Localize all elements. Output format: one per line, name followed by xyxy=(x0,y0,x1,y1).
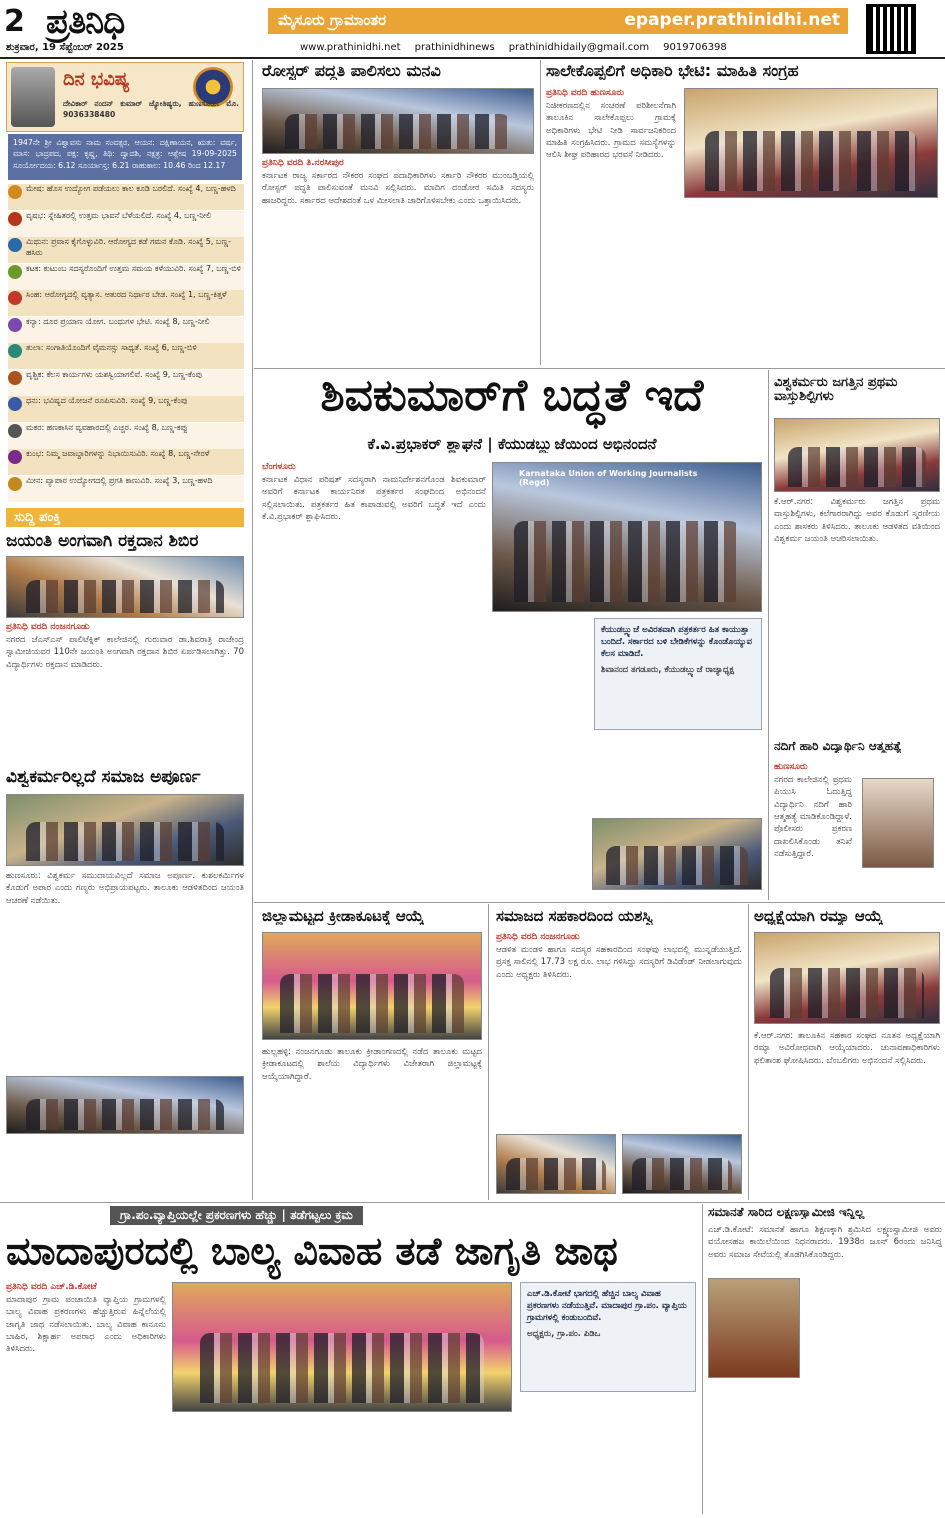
shivakumar-quote xyxy=(594,618,762,730)
horoscope-sign xyxy=(8,317,244,343)
ramya-article xyxy=(754,1030,940,1196)
horoscope-text: ವೃಶ್ಚಿಕ: ಕೆಲಸ ಕಾರ್ಯಗಳು ಯಶಸ್ವಿಯಾಗಲಿವೆ. ಸಂಖ್ಯೆ 9, ಬಣ್ಣ-ಕೆಂಪು xyxy=(26,369,202,379)
ramya-body: ಕೆ.ಆರ್.ನಗರ: ತಾಲೂಕಿನ ಸಹಕಾರ ಸಂಘದ ನೂತನ ಅಧ್ಯಕ್ಷೆಯಾಗಿ ರಮ್ಯಾ ಅವಿರೋಧವಾಗಿ ಆಯ್ಕೆಯಾದರು. ಚುನಾವಣಾಧಿಕಾರಿಗಳು ಫಲಿತಾಂಶ ಘೋಷಿಸಿದರು. ಬೆಂಬಲಿಗರು ಅಭಿನಂದನೆ ಸಲ್ಲಿಸಿದರು. xyxy=(754,1031,940,1066)
column-divider xyxy=(768,370,769,900)
section-divider xyxy=(0,1202,945,1203)
vishwakarma2-headline: ವಿಶ್ವಕರ್ಮರಿಲ್ಲದೆ ಸಮಾಜ ಅಪೂರ್ಣ xyxy=(6,768,201,787)
horoscope-text: ಕಟಕ: ಕುಟುಂಬ ಸದಸ್ಯರೊಂದಿಗೆ ಉತ್ತಮ ಸಮಯ ಕಳೆಯುವಿರಿ. ಸಂಖ್ಯೆ 7, ಬಣ್ಣ-ಬಿಳಿ xyxy=(26,263,242,273)
zodiac-sign-icon xyxy=(8,371,22,385)
column-divider xyxy=(702,1204,703,1514)
astrologer-photo xyxy=(11,67,55,127)
ramya-photo xyxy=(754,932,940,1024)
cooperative-photo-1 xyxy=(496,1134,616,1194)
vishwakarma2-photo xyxy=(6,794,244,866)
edition-name: ಮೈಸೂರು ಗ್ರಾಮಾಂತರ xyxy=(278,11,387,29)
blood-donation-headline: ಜಯಂತಿ ಅಂಗವಾಗಿ ರಕ್ತದಾನ ಶಿಬಿರ xyxy=(6,532,199,551)
roster-headline: ರೋಸ್ಟರ್ ಪದ್ಧತಿ ಪಾಲಿಸಲು ಮನವಿ xyxy=(262,62,441,80)
issue-date: ಶುಕ್ರವಾರ, 19 ಸೆಪ್ಟೆಂಬರ್ 2025 xyxy=(6,41,124,53)
horoscope-sign xyxy=(8,184,244,210)
horoscope-sign xyxy=(8,370,244,396)
cooperative-body: ಆಡಳಿತ ಮಂಡಳಿ ಹಾಗೂ ಸದಸ್ಯರ ಸಹಕಾರದಿಂದ ಸಂಘವು ಲಾಭದಲ್ಲಿ ಮುನ್ನಡೆಯುತ್ತಿದೆ. ಪ್ರಸಕ್ತ ಸಾಲಿನಲ್ಲಿ 17.73 ಲಕ್ಷ ರೂ. ಲಾಭ ಗಳಿಸಿದ್ದು ಸದಸ್ಯರಿಗೆ ಡಿವಿಡೆಂಡ್ ನೀಡಲಾಗುವುದು ಎಂದು ಅಧ್ಯಕ್ಷರು ತಿಳಿಸಿದರು. xyxy=(496,945,742,980)
email-link[interactable]: prathinidhidaily@gmail.com xyxy=(508,41,650,53)
madapura-quote-text: ಎಚ್.ಡಿ.ಕೋಟೆ ಭಾಗದಲ್ಲಿ ಹೆಚ್ಚಿನ ಬಾಲ್ಯ ವಿವಾಹ ಪ್ರಕರಣಗಳು ನಡೆಯುತ್ತಿವೆ. ಮಾದಾಪುರ ಗ್ರಾ.ಪಂ. ವ್ಯಾಪ್ತಿಯ ಗ್ರಾಮಗಳಲ್ಲಿ ಕಂಡುಬಂದಿವೆ. xyxy=(527,1289,687,1323)
horoscope-title: ದಿನ ಭವಿಷ್ಯ xyxy=(63,69,130,90)
horoscope-text: ಮೇಷ: ಹೊಸ ಉದ್ಯೋಗ ಪಡೆಯಲು ಕಾಲ ಕೂಡಿ ಬರಲಿದೆ. ಸಂಖ್ಯೆ 4, ಬಣ್ಣ-ಹಳದಿ xyxy=(26,184,236,193)
cooperative-headline: ಸಮಾಜದ ಸಹಕಾರದಿಂದ ಯಶಸ್ವಿ xyxy=(496,908,654,925)
qr-code-icon xyxy=(866,4,916,54)
website-link[interactable]: www.prathinidhi.net xyxy=(300,41,401,53)
column-divider xyxy=(748,904,749,1200)
phone-number: 9019706398 xyxy=(663,41,727,53)
horoscope-text: ಕುಂಭ: ನಿಮ್ಮ ಜವಾಬ್ದಾರಿಗಳನ್ನು ನಿಭಾಯಿಸುವಿರಿ. ಸಂಖ್ಯೆ 8, ಬಣ್ಣ-ನೇರಳೆ xyxy=(26,449,210,458)
madapura-quote-author: ಅಧ್ಯಕ್ಷರು, ಗ್ರಾ.ಪಂ. ಪಿಡಿಒ xyxy=(527,1328,601,1339)
horoscope-sign xyxy=(8,343,244,369)
info-bar xyxy=(0,38,860,56)
blood-body: ನಗರದ ಜೆಎಸ್ಎಸ್ ಪಾಲಿಟೆಕ್ನಿಕ್ ಕಾಲೇಜಿನಲ್ಲಿ ಗುರುವಾರ ಡಾ.ಶಿವರಾತ್ರಿ ರಾಜೇಂದ್ರ ಸ್ವಾಮೀಜಿಯವರ 110ನೇ ಜಯಂತಿ ಅಂಗವಾಗಿ ರಕ್ತದಾನ ಶಿಬಿರ ಏರ್ಪಡಿಸಲಾಗಿತ್ತು. 70 ವಿದ್ಯಾರ್ಥಿಗಳು ರಕ್ತದಾನ ಮಾಡಿದರು. xyxy=(6,635,244,670)
page-number: 2 xyxy=(4,4,25,39)
panchanga-box: 1947ನೇ ಶ್ರೀ ವಿಶ್ವಾವಸು ನಾಮ ಸಂವತ್ಸರ, ಆಯನ: ದಕ್ಷಿಣಾಯನ, ಋತು: ವರ್ಷ, ಮಾಸ: ಭಾದ್ರಪದ, ಪಕ್ಷ: ಕೃಷ್ಣ, ತಿಥಿ: ದ್ವಾದಶಿ, ನಕ್ಷತ್ರ: ಆಶ್ಲೇಷ 19-09-2025 ಸೂರ್ಯೋದಯ: 6.12 ಸೂರ್ಯಾಸ್ತ: 6.21 ರಾಹುಕಾಲ: 10.46 ರಿಂದ 12.17 xyxy=(8,134,242,180)
column-divider xyxy=(540,60,541,365)
horoscope-text: ವೃಷಭ: ಸ್ನೇಹಿತರಲ್ಲಿ ಉತ್ತಮ ಭಾವನೆ ಬೆಳೆಯಲಿದೆ. ಸಂಖ್ಯೆ 4, ಬಣ್ಣ-ನೀಲಿ xyxy=(26,210,212,220)
suddi-pankti-tab: ಸುದ್ದಿ ಪಂಕ್ತಿ xyxy=(6,508,244,527)
newspaper-logo: ಪ್ರತಿನಿಧಿ xyxy=(46,2,125,42)
zodiac-sign-icon xyxy=(8,397,22,411)
student-body: ನಗರದ ಕಾಲೇಜಿನಲ್ಲಿ ಪ್ರಥಮ ಪಿಯುಸಿ ಓದುತ್ತಿದ್ದ ವಿದ್ಯಾರ್ಥಿನಿ ನದಿಗೆ ಹಾರಿ ಆತ್ಮಹತ್ಯೆ ಮಾಡಿಕೊಂಡಿದ್ದಾಳೆ. ಪೊಲೀಸರು ಪ್ರಕರಣ ದಾಖಲಿಸಿಕೊಂಡು ತನಿಖೆ ನಡೆಸುತ್ತಿದ್ದಾರೆ. xyxy=(774,775,852,859)
sports-headline: ಜಿಲ್ಲಾಮಟ್ಟದ ಕ್ರೀಡಾಕೂಟಕ್ಕೆ ಆಯ್ಕೆ xyxy=(262,908,424,925)
horoscope-text: ಸಿಂಹ: ಆರೋಗ್ಯದಲ್ಲಿ ವ್ಯತ್ಯಾಸ. ಆತುರದ ನಿರ್ಧಾರ ಬೇಡ. ಸಂಖ್ಯೆ 1, ಬಣ್ಣ-ಕಿತ್ತಳೆ xyxy=(26,290,227,299)
union-banner: Karnataka Union of Working Journalists (Regd) xyxy=(519,469,698,487)
roster-photo xyxy=(262,88,534,154)
shivakumar-article xyxy=(262,462,486,882)
horoscope-sign xyxy=(8,396,244,422)
section-divider xyxy=(254,902,945,903)
salekoppalu-headline: ಸಾಲೇಕೊಪ್ಪಲಿಗೆ ಅಧಿಕಾರಿ ಭೇಟಿ: ಮಾಹಿತಿ ಸಂಗ್ರಹ xyxy=(546,62,799,80)
horoscope-text: ಮೀನ: ವ್ಯಾಪಾರ ಉದ್ಯೋಗದಲ್ಲಿ ಪ್ರಗತಿ ಕಾಣುವಿರಿ. ಸಂಖ್ಯೆ 3, ಬಣ್ಣ-ಹಳದಿ xyxy=(26,475,213,485)
salekoppalu-body: ನಿಜೀಕರಣದಲ್ಲಿನ ಸಂಚರಣೆ ಪರಿಶೀಲನೆಗಾಗಿ ತಾಲೂಕಿನ ಸಾಲೇಕೊಪ್ಪಲು ಗ್ರಾಮಕ್ಕೆ ಅಧಿಕಾರಿಗಳು ಭೇಟಿ ನೀಡಿ ಸಾರ್ವಜನಿಕರಿಂದ ಮಾಹಿತಿ ಸಂಗ್ರಹಿಸಿದರು. ಗ್ರಾಮದ ಸಮಸ್ಯೆಗಳನ್ನು ಆಲಿಸಿ ಶೀಘ್ರ ಪರಿಹಾರದ ಭರವಸೆ ನೀಡಿದರು. xyxy=(546,101,676,161)
vishwakarma1-body: ಕೆ.ಆರ್.ನಗರ: ವಿಶ್ವಕರ್ಮರು ಜಗತ್ತಿನ ಪ್ರಥಮ ವಾಸ್ತುಶಿಲ್ಪಿಗಳು, ಕಲೆಗಾರರಾಗಿದ್ದು ಅವರ ಕೊಡುಗೆ ಸ್ಮರಣೀಯ ಎಂದು ಶಾಸಕರು ತಿಳಿಸಿದರು. ತಾಲೂಕು ಆಡಳಿತದ ವತಿಯಿಂದ ವಿಶ್ವಕರ್ಮ ಜಯಂತಿ ಆಚರಿಸಲಾಯಿತು. xyxy=(774,497,940,544)
blood-donation-photo xyxy=(6,556,244,618)
salekoppalu-byline: ಪ್ರತಿನಿಧಿ ವರದಿ ಹುಣಸೂರು xyxy=(546,88,624,98)
horoscope-sign xyxy=(8,211,244,237)
blood-byline: ಪ್ರತಿನಿಧಿ ವರದಿ ನಂಜನಗೂಡು xyxy=(6,622,90,632)
student-headline: ನದಿಗೆ ಹಾರಿ ವಿದ್ಯಾರ್ಥಿನಿ ಆತ್ಮಹತ್ಯೆ xyxy=(774,740,902,753)
shivakumar-headline: ಶಿವಕುಮಾರ್‌ಗೆ ಬದ್ಧತೆ ಇದೆ xyxy=(320,370,704,421)
shivakumar-quote-text: ಕೆಯುಡಬ್ಲ್ಯುಜೆ ಅವಿರತವಾಗಿ ಪತ್ರಕರ್ತರ ಹಿತ ಕಾಯುತ್ತಾ ಬಂದಿದೆ. ಸರ್ಕಾರದ ಬಳಿ ಬೇಡಿಕೆಗಳನ್ನು ಕೊಂಡೊಯ್ಯುವ ಕೆಲಸ ಮಾಡಿದೆ. xyxy=(601,625,752,659)
student-byline: ಹುಣಸೂರು xyxy=(774,762,808,772)
shivakumar-subhead: ಕೆ.ವಿ.ಪ್ರಭಾಕರ್ ಶ್ಲಾಘನೆ | ಕೆಯುಡಬ್ಲ್ಯುಜೆಯಿಂದ ಅಭಿನಂದನೆ xyxy=(367,436,657,453)
blood-donation-article xyxy=(6,622,244,762)
salekoppalu-article xyxy=(546,88,676,364)
shivakumar-stage-photo xyxy=(492,462,762,612)
vishwakarma1-photo xyxy=(774,418,940,492)
sports-article xyxy=(262,1046,482,1196)
zodiac-sign-icon xyxy=(8,291,22,305)
cooperative-article xyxy=(496,932,742,1088)
ramya-headline: ಅಧ್ಯಕ್ಷೆಯಾಗಿ ರಮ್ಯಾ ಆಯ್ಕೆ xyxy=(754,908,883,925)
horoscope-text: ಧನು: ಭವಿಷ್ಯದ ಯೋಜನೆ ರೂಪಿಸುವಿರಿ. ಸಂಖ್ಯೆ 9, ಬಣ್ಣ-ಕೆಂಪು xyxy=(26,396,188,405)
horoscope-header xyxy=(6,62,244,132)
roster-article xyxy=(262,158,534,368)
zodiac-sign-icon xyxy=(8,424,22,438)
zodiac-sign-icon xyxy=(8,265,22,279)
madapura-byline: ಪ್ರತಿನಿಧಿ ವರದಿ ಎಚ್.ಡಿ.ಕೋಟೆ xyxy=(6,1282,97,1292)
column-divider xyxy=(252,60,253,1200)
swamiji-article xyxy=(708,1224,942,1514)
swamiji-headline: ಸಮಾನತೆ ಸಾರಿದ ಲಕ್ಷ್ಮಣಸ್ವಾಮೀಜಿ ಇನ್ನಿಲ್ಲ xyxy=(708,1206,865,1219)
horoscope-text: ಮಿಥುನ: ಪ್ರವಾಸ ಕೈಗೊಳ್ಳುವಿರಿ. ಆರೋಗ್ಯದ ಕಡೆ ಗಮನ ಕೊಡಿ. ಸಂಖ್ಯೆ 5, ಬಣ್ಣ-ಹಸಿರು xyxy=(26,237,232,257)
horoscope-text: ಕನ್ಯಾ: ದೂರ ಪ್ರಯಾಣ ಯೋಗ. ಬಂಧುಗಳ ಭೇಟಿ. ಸಂಖ್ಯೆ 8, ಬಣ್ಣ-ನೀಲಿ xyxy=(26,316,210,326)
shivakumar-group-photo xyxy=(592,818,762,890)
horoscope-text: ಮಕರ: ಹಣಕಾಸಿನ ವ್ಯವಹಾರದಲ್ಲಿ ಎಚ್ಚರ. ಸಂಖ್ಯೆ 8, ಬಣ್ಣ-ಕಪ್ಪು xyxy=(26,422,188,432)
zodiac-sign-icon xyxy=(8,185,22,199)
roster-byline: ಪ್ರತಿನಿಧಿ ವರದಿ ತಿ.ನರಸೀಪುರ xyxy=(262,158,344,168)
shivakumar-byline: ಬೆಂಗಳೂರು xyxy=(262,462,296,472)
horoscope-sign xyxy=(8,290,244,316)
horoscope-sign xyxy=(8,449,244,475)
edition-bar xyxy=(268,8,848,34)
roster-body: ಕರ್ನಾಟಕ ರಾಜ್ಯ ಸರ್ಕಾರದ ನೌಕರರ ಸಂಘದ ಪದಾಧಿಕಾರಿಗಳು ಸರ್ಕಾರಿ ನೌಕರರ ಮುಂಬಡ್ತಿಯಲ್ಲಿ ರೋಸ್ಟರ್ ಪದ್ಧತಿ ಪಾಲಿಸುವಂತೆ ಮನವಿ ಸಲ್ಲಿಸಿದರು. ಮಾದಿಗ ದಂಡೋರ ಸಮಿತಿ ಸದಸ್ಯರು ಹಾಜರಿದ್ದರು. ಸರ್ಕಾರದ ಆದೇಶದಂತೆ ಒಳ ಮೀಸಲಾತಿ ಜಾರಿಗೊಳಿಸಬೇಕು ಎಂದು ಒತ್ತಾಯಿಸಿದರು. xyxy=(262,171,534,206)
horoscope-sign xyxy=(8,237,244,263)
masthead xyxy=(0,0,945,58)
swamiji-body: ಎಚ್.ಡಿ.ಕೋಟೆ: ಸಮಾನತೆ ಹಾಗೂ ಶಿಕ್ಷಣಕ್ಕಾಗಿ ಶ್ರಮಿಸಿದ ಲಕ್ಷ್ಮಣಸ್ವಾಮೀಜಿ ಅವರು ವಯೋಸಹಜ ಕಾಯಿಲೆಯಿಂದ ನಿಧನರಾದರು. 1938ರ ಜೂನ್ 6ರಂದು ಜನಿಸಿದ್ದ ಅವರು ಸಮಾಜ ಸೇವೆಯಲ್ಲಿ ತೊಡಗಿಸಿಕೊಂಡಿದ್ದರು. xyxy=(708,1225,942,1260)
madapura-quote xyxy=(520,1282,696,1392)
masthead-rule xyxy=(0,57,945,59)
madapura-body: ಮಾದಾಪುರ ಗ್ರಾಮ ಪಂಚಾಯಿತಿ ವ್ಯಾಪ್ತಿಯ ಗ್ರಾಮಗಳಲ್ಲಿ ಬಾಲ್ಯ ವಿವಾಹ ಪ್ರಕರಣಗಳು ಹೆಚ್ಚುತ್ತಿರುವ ಹಿನ್ನೆಲೆಯಲ್ಲಿ ಜಾಗೃತಿ ಜಾಥ ನಡೆಸಲಾಯಿತು. ಬಾಲ್ಯ ವಿವಾಹ ಕಾನೂನು ಬಾಹಿರ, ಶಿಕ್ಷಾರ್ಹ ಅಪರಾಧ ಎಂದು ಅಧಿಕಾರಿಗಳು ತಿಳಿಸಿದರು. xyxy=(6,1295,166,1355)
madapura-article xyxy=(6,1282,166,1512)
cooperative-byline: ಪ್ರತಿನಿಧಿ ವರದಿ ನಂಜನಗೂಡು xyxy=(496,932,580,942)
zodiac-sign-icon xyxy=(8,212,22,226)
zodiac-sign-icon xyxy=(8,318,22,332)
sports-body: ಹುಲ್ಲಹಳ್ಳಿ: ನಂಜನಗೂಡು ತಾಲೂಕು ಕ್ರೀಡಾಂಗಣದಲ್ಲಿ ನಡೆದ ತಾಲೂಕು ಮಟ್ಟದ ಕ್ರೀಡಾಕೂಟದಲ್ಲಿ ಶಾಲೆಯ ವಿದ್ಯಾರ್ಥಿಗಳು ವಿಜೇತರಾಗಿ ಜಿಲ್ಲಾಮಟ್ಟಕ್ಕೆ ಆಯ್ಕೆಯಾಗಿದ್ದಾರೆ. xyxy=(262,1047,482,1082)
madapura-kicker: ಗ್ರಾ.ಪಂ.ವ್ಯಾಪ್ತಿಯಲ್ಲೇ ಪ್ರಕರಣಗಳು ಹೆಚ್ಚು | ತಡೆಗಟ್ಟಲು ಕ್ರಮ xyxy=(110,1206,363,1225)
madapura-photo xyxy=(172,1282,512,1412)
vishwakarma2-photo-2 xyxy=(6,1076,244,1134)
vishwakarma1-headline: ವಿಶ್ವಕರ್ಮರು ಜಗತ್ತಿನ ಪ್ರಥಮ ವಾಸ್ತುಶಿಲ್ಪಿಗಳು xyxy=(774,376,898,405)
zodiac-sign-icon xyxy=(8,477,22,491)
shivakumar-quote-author: ಶಿವಾನಂದ ತಗಡೂರು, ಕೆಯುಡಬ್ಲ್ಯುಜೆ ರಾಜ್ಯಾಧ್ಯಕ್ಷ xyxy=(601,664,735,675)
zodiac-sign-icon xyxy=(8,344,22,358)
horoscope-sign xyxy=(8,476,244,502)
horoscope-sign xyxy=(8,423,244,449)
sports-photo xyxy=(262,932,482,1040)
astrologer-credit: ದೇವಿಕಾರ್ ನಂದನ್ ಕುಮಾರ್ ಜ್ಯೋತಿಷ್ಯರು, ಹುಣಸೂರು. ಮೊ. 9036338480 xyxy=(63,99,239,119)
vishwakarma1-article xyxy=(774,496,940,736)
column-divider xyxy=(488,904,489,1200)
horoscope-text: ತುಲಾ: ಸಂಗಾತಿಯೊಂದಿಗೆ ವೈಮನಸ್ಸು ಸಾಧ್ಯತೆ. ಸಂಖ್ಯೆ 6, ಬಣ್ಣ-ಬಿಳಿ xyxy=(26,343,197,352)
section-divider xyxy=(254,368,945,369)
student-portrait xyxy=(862,778,934,868)
salekoppalu-photo xyxy=(684,88,938,198)
zodiac-sign-icon xyxy=(8,450,22,464)
vishwakarma2-body: ಹುಣಸೂರು: ವಿಶ್ವಕರ್ಮ ಸಮುದಾಯವಿಲ್ಲದೆ ಸಮಾಜ ಅಪೂರ್ಣ. ಕುಶಲಕರ್ಮಿಗಳ ಕೊಡುಗೆ ಅಪಾರ ಎಂದು ಗಣ್ಯರು ಅಭಿಪ್ರಾಯಪಟ್ಟರು. ತಾಲೂಕು ಆಡಳಿತದಿಂದ ಜಯಂತಿ ಆಚರಣೆ ನಡೆಯಿತು. xyxy=(6,871,244,906)
epaper-url[interactable]: epaper.prathinidhi.net xyxy=(624,10,840,30)
shivakumar-body: ಕರ್ನಾಟಕ ವಿಧಾನ ಪರಿಷತ್ ಸದಸ್ಯರಾಗಿ ನಾಮನಿರ್ದೇಶನಗೊಂಡ ಶಿವಕುಮಾರ್ ಅವರಿಗೆ ಕರ್ನಾಟಕ ಕಾರ್ಯನಿರತ ಪತ್ರಕರ್ತರ ಸಂಘದಿಂದ ಅಭಿನಂದನೆ ಸಲ್ಲಿಸಲಾಯಿತು. ಪತ್ರಕರ್ತರ ಹಿತ ಕಾಪಾಡುವಲ್ಲಿ ಅವರಿಗೆ ಬದ್ಧತೆ ಇದೆ ಎಂದು ಕೆ.ವಿ.ಪ್ರಭಾಕರ್ ಶ್ಲಾಘಿಸಿದರು. xyxy=(262,475,486,522)
zodiac-sign-icon xyxy=(8,238,22,252)
cooperative-photo-2 xyxy=(622,1134,742,1194)
horoscope-sign xyxy=(8,264,244,290)
madapura-headline: ಮಾದಾಪುರದಲ್ಲಿ ಬಾಲ್ಯ ವಿವಾಹ ತಡೆ ಜಾಗೃತಿ ಜಾಥ xyxy=(6,1229,618,1273)
social-handle[interactable]: prathinidhinews xyxy=(414,41,495,53)
